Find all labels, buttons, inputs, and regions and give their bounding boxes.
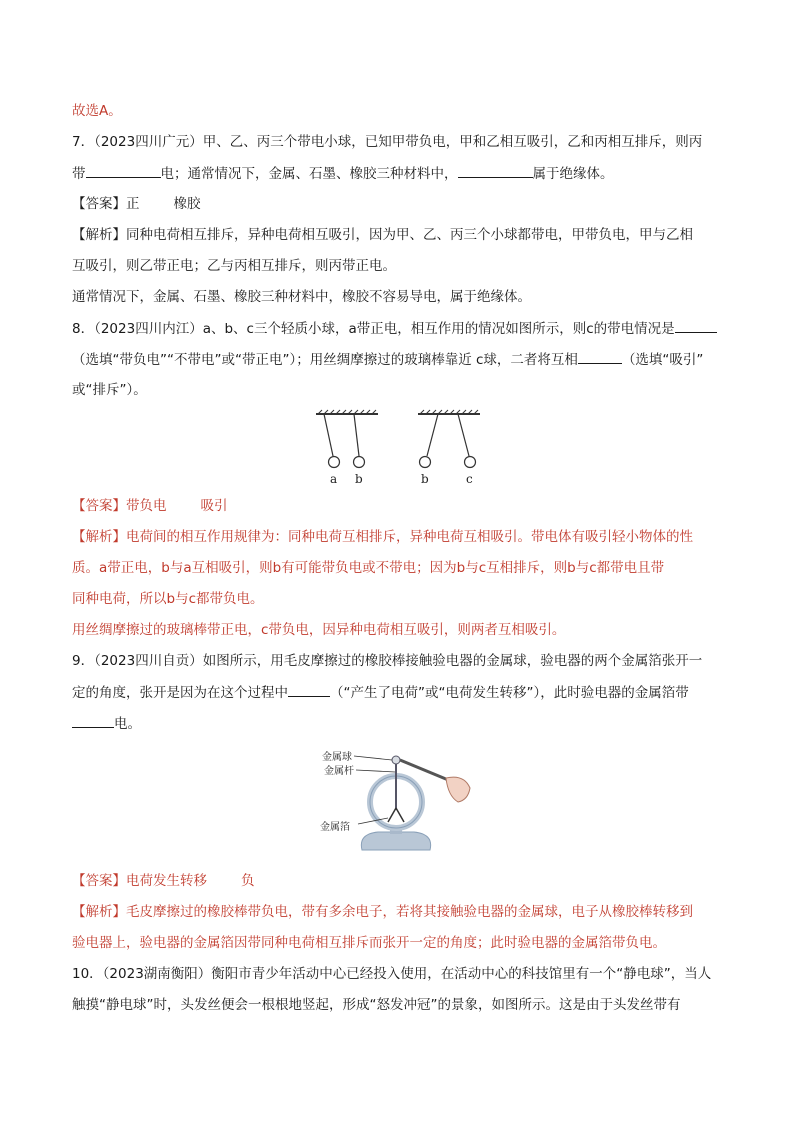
q7-blank-2 (458, 163, 533, 178)
q9-analysis-line2: 验电器上，验电器的金属箔因带同种电荷相互排斥而张开一定的角度；此时验电器的金属箔带负电。 (72, 935, 666, 951)
string-c (458, 414, 469, 456)
q10-question-line2: 触摸“静电球”时，头发丝便会一根根地竖起，形成“怒发冲冠”的景象，如图所示。这是由于头发丝带有 (72, 997, 681, 1013)
q9-analysis-text-1: 毛皮摩擦过的橡胶棒带负电，带有多余电子，若将其接触验电器的金属球，电子从橡胶棒转移到 (126, 904, 693, 920)
q7-question-line1: 7．（2023四川广元）甲、乙、丙三个带电小球，已知甲带负电，甲和乙相互吸引，乙和丙相互排斥，则丙 (72, 134, 703, 150)
string-b-left (354, 414, 359, 456)
q9-line3-text: 电。 (114, 716, 141, 732)
q7-analysis-text-1: 同种电荷相互排斥，异种电荷相互吸引，因为甲、乙、丙三个小球都带电，甲带负电，甲与乙相 (126, 227, 693, 243)
q8-line2-part2: （选填“吸引” (621, 352, 704, 368)
metal-foil-right (396, 808, 404, 822)
q8-analysis-tag: 【解析】 (72, 529, 126, 545)
q8-analysis-line3: 同种电荷，所以b与c都带负电。 (72, 591, 264, 607)
ball-c (465, 457, 476, 468)
electroscope-base (361, 832, 430, 850)
q9-line2-part2: （“产生了电荷”或“电荷发生转移”），此时验电器的金属箔带 (330, 685, 689, 701)
metal-foil-left (388, 808, 396, 822)
q8-answer (72, 496, 724, 516)
label-metal-rod: 金属杆 (324, 766, 354, 777)
q9-blank-2 (72, 713, 114, 728)
label-b-left: b (355, 472, 363, 486)
q8-question-line1 (72, 318, 724, 338)
label-a: a (330, 472, 338, 486)
q8-answer-1: 带负电 (126, 498, 167, 514)
q9-answer-tag: 【答案】 (72, 873, 126, 889)
q10-question-line1: 10．（2023湖南衡阳）衡阳市青少年活动中心已经投入使用，在活动中心的科技馆里有一个“静电球”，当人 (72, 966, 712, 982)
q9-question-line1: 9．（2023四川自贡）如图所示，用毛皮摩擦过的橡胶棒接触验电器的金属球，验电器的两个金属箔张开一 (72, 653, 703, 669)
q7-question-line2 (72, 163, 724, 183)
q8-answer-tag: 【答案】 (72, 498, 126, 514)
electroscope-figure (318, 748, 478, 858)
q7-line2-part3: 属于绝缘体。 (532, 166, 614, 182)
pointer-ball (354, 756, 392, 760)
q9-analysis-line1 (72, 902, 724, 922)
pointer-rod (356, 770, 395, 772)
ball-b-right (420, 457, 431, 468)
pendulum-figure (310, 408, 490, 488)
string-b-right (427, 414, 438, 456)
q7-analysis-tag: 【解析】 (72, 227, 126, 243)
q8-blank-2 (578, 349, 622, 364)
q8-blank-1 (675, 318, 717, 333)
q9-question-line2 (72, 682, 724, 702)
q9-answer (72, 871, 724, 891)
q8-analysis-line1 (72, 527, 724, 547)
q9-answer-2: 负 (241, 873, 255, 889)
q9-analysis-tag: 【解析】 (72, 904, 126, 920)
metal-ball (392, 756, 400, 764)
label-metal-ball: 金属球 (322, 752, 352, 763)
label-metal-foil: 金属箔 (320, 822, 350, 833)
q8-question-line2 (72, 349, 724, 369)
q9-answer-1: 电荷发生转移 (126, 873, 207, 889)
q6-conclusion: 故选A。 (72, 103, 122, 119)
q8-analysis-text-1: 电荷间的相互作用规律为：同种电荷互相排斥，异种电荷互相吸引。带电体有吸引轻小物体的性 (126, 529, 693, 545)
q9-question-line3 (72, 713, 724, 733)
q7-answer-2: 橡胶 (173, 196, 201, 212)
hand-icon (446, 777, 470, 802)
q8-question-line3: 或“排斥”）。 (72, 382, 147, 398)
q7-analysis-line2: 互吸引，则乙带正电；乙与丙相互排斥，则丙带正电。 (72, 258, 396, 274)
q8-analysis-line4: 用丝绸摩擦过的玻璃棒带正电，c带负电，因异种电荷相互吸引，则两者互相吸引。 (72, 622, 566, 638)
q7-line2-part1: 带 (72, 166, 86, 182)
q8-line2-part1: （选填“带负电”“不带电”或“带正电”）；用丝绸摩擦过的玻璃棒靠近 c球，二者将互相 (72, 352, 578, 368)
label-b-right: b (421, 472, 429, 486)
q8-line1-text: 8．（2023四川内江）a、b、c三个轻质小球，a带正电，相互作用的情况如图所示，则c的带电情况是 (72, 321, 675, 337)
q7-blank-1 (86, 163, 161, 178)
ball-a (329, 457, 340, 468)
ball-b-left (354, 457, 365, 468)
label-c: c (466, 472, 473, 486)
string-a (324, 414, 333, 456)
q8-analysis-line2: 质。a带正电，b与a互相吸引，则b有可能带负电或不带电；因为b与c互相排斥，则b与c都带电且带 (72, 560, 665, 576)
q9-line2-part1: 定的角度，张开是因为在这个过程中 (72, 685, 288, 701)
q7-answer-1: 正 (126, 196, 140, 212)
q7-answer-tag: 【答案】 (72, 196, 126, 212)
q7-answer (72, 194, 724, 214)
q9-blank-1 (288, 682, 330, 697)
q7-analysis-line1 (72, 225, 724, 245)
q7-line2-part2: 电；通常情况下，金属、石墨、橡胶三种材料中， (160, 166, 458, 182)
q7-analysis-line3: 通常情况下，金属、石墨、橡胶三种材料中，橡胶不容易导电，属于绝缘体。 (72, 289, 531, 305)
q8-answer-2: 吸引 (200, 498, 228, 514)
